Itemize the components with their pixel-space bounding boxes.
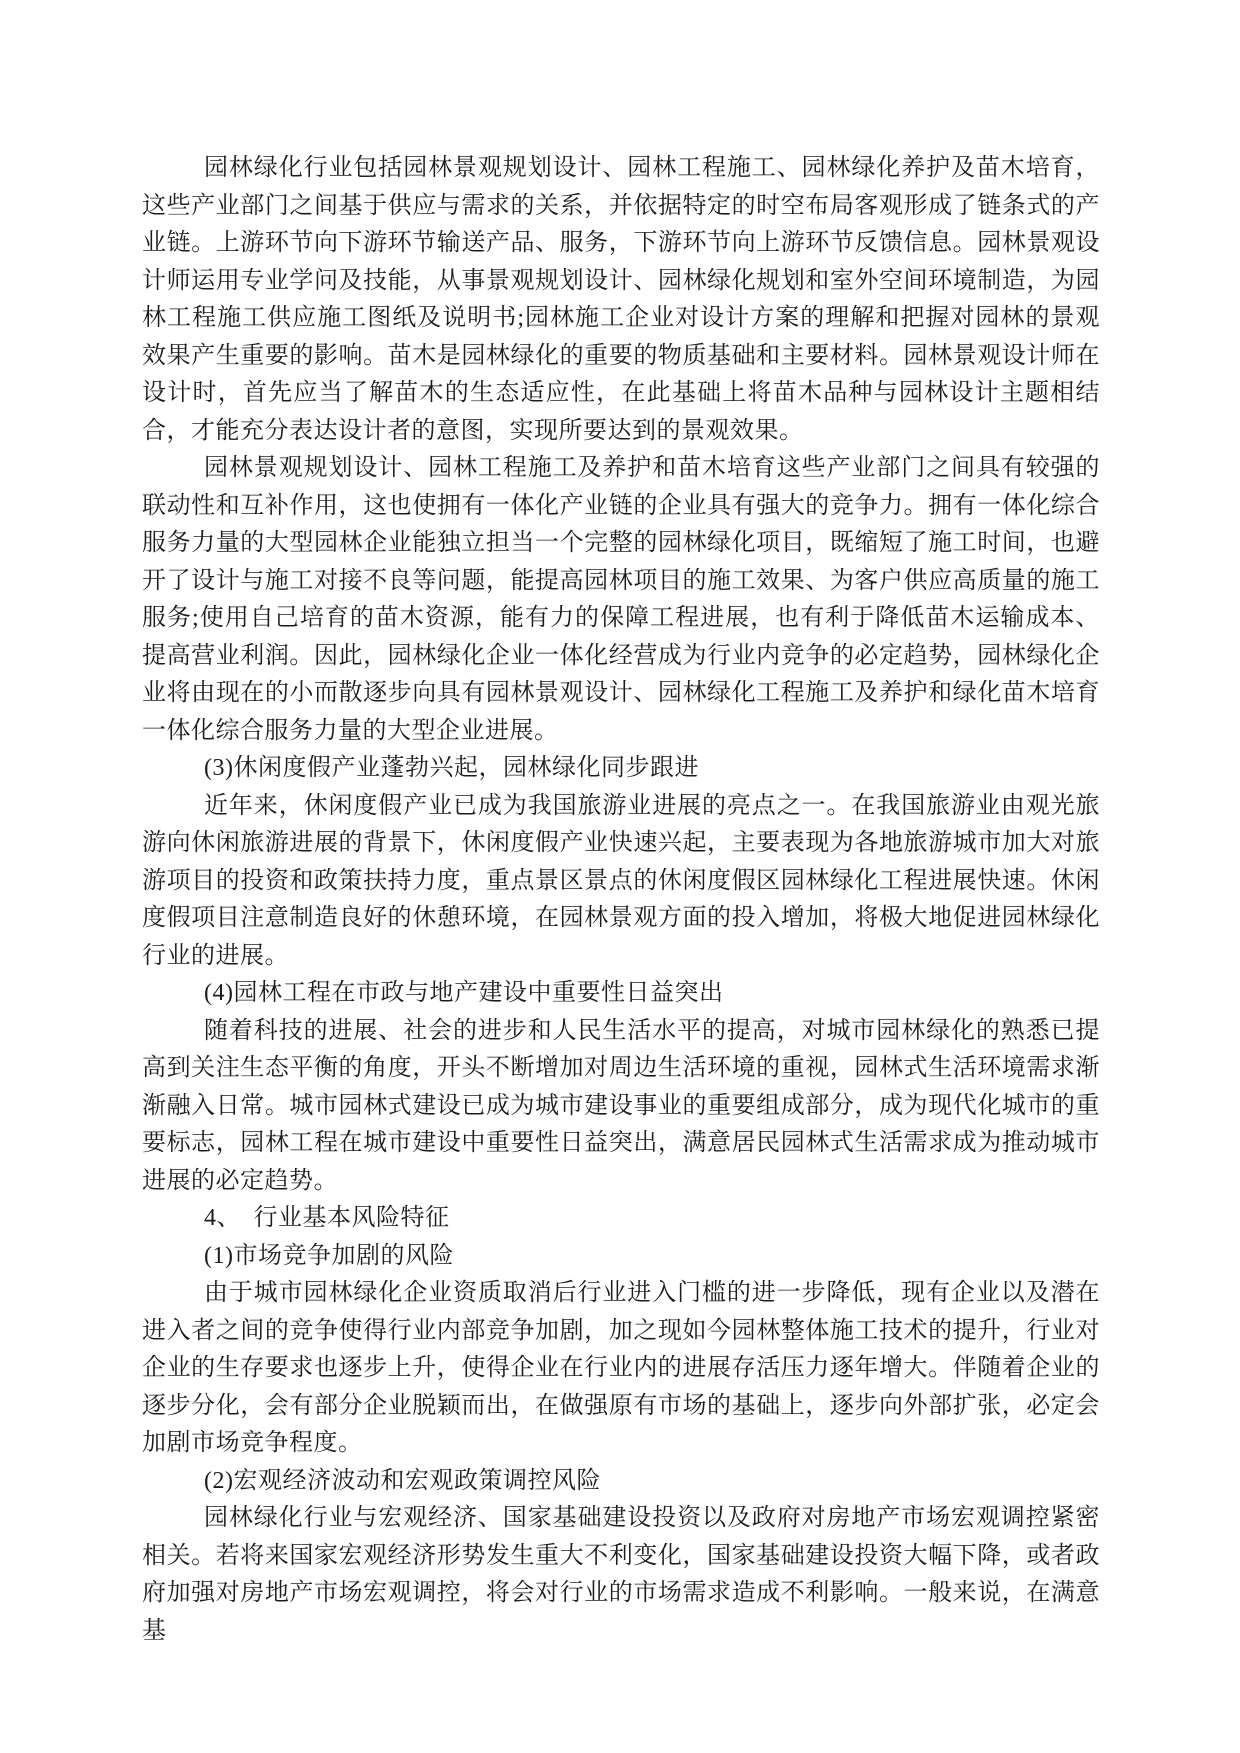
para-competition-risk: 由于城市园林绿化企业资质取消后行业进入门槛的进一步降低，现有企业以及潜在进入者之间的竞争使得行业内部竞争加剧，加之现如今园林整体施工技术的提升，行业对企业的生存要求也逐步上升，使得企业在行业内的进展存活压力逐年增大。伴随着企业的逐步分化，会有部分企业脱颖而出，在做强原有市场的基础上，逐步向外部扩张，必定会加剧市场竞争程度。 bbox=[142, 1280, 1100, 1456]
heading-competition-risk: (1)市场竞争加剧的风险 bbox=[204, 1242, 454, 1269]
heading-risk-features: 4、 行业基本风险特征 bbox=[204, 1205, 450, 1231]
para-industry-chain: 园林绿化行业包括园林景观规划设计、园林工程施工、园林绿化养护及苗木培育，这些产业部门之间基于供应与需求的关系，并依据特定的时空布局客观形成了链条式的产业链。上游环节向下游环节输送产品、服务，下游环节向上游环节反馈信息。园林景观设计师运用专业学问及技能，从事景观规划设计、园林绿化规划和室外空间环境制造，为园林工程施工供应施工图纸及说明书;园林施工企业对设计方案的理解和把握对园林的景观效果产生重要的影响。苗木是园林绿化的重要的物质基础和主要材料。园林景观设计师在设计时，首先应当了解苗木的生态适应性，在此基础上将苗木品种与园林设计主题相结合，才能充分表达设计者的意图，实现所要达到的景观效果。 bbox=[142, 155, 1100, 444]
para-macro-risk: 园林绿化行业与宏观经济、国家基础建设投资以及政府对房地产市场宏观调控紧密相关。若将来国家宏观经济形势发生重大不利变化，国家基础建设投资大幅下降，或者政府加强对房地产市场宏观调控，将会对行业的市场需求造成不利影响。一般来说，在满意基 bbox=[142, 1505, 1100, 1644]
heading-leisure-industry: (3)休闲度假产业蓬勃兴起，园林绿化同步跟进 bbox=[204, 755, 699, 781]
document-body bbox=[142, 150, 1100, 1650]
para-integration-trend: 园林景观规划设计、园林工程施工及养护和苗木培育这些产业部门之间具有较强的联动性和互补作用，这也使拥有一体化产业链的企业具有强大的竞争力。拥有一体化综合服务力量的大型园林企业能独立担当一个完整的园林绿化项目，既缩短了施工时间，也避开了设计与施工对接不良等问题，能提高园林项目的施工效果、为客户供应高质量的施工服务;使用自己培育的苗木资源，能有力的保障工程进展，也有利于降低苗木运输成本、提高营业利润。因此，园林绿化企业一体化经营成为行业内竞争的必定趋势，园林绿化企业将由现在的小而散逐步向具有园林景观设计、园林绿化工程施工及养护和绿化苗木培育一体化综合服务力量的大型企业进展。 bbox=[142, 455, 1100, 744]
heading-municipal-importance: (4)园林工程在市政与地产建设中重要性日益突出 bbox=[204, 980, 724, 1006]
para-municipal-importance: 随着科技的进展、社会的进步和人民生活水平的提高，对城市园林绿化的熟悉已提高到关注生态平衡的角度，开头不断增加对周边生活环境的重视，园林式生活环境需求渐渐融入日常。城市园林式建设已成为城市建设事业的重要组成部分，成为现代化城市的重要标志，园林工程在城市建设中重要性日益突出，满意居民园林式生活需求成为推动城市进展的必定趋势。 bbox=[142, 1017, 1100, 1194]
para-leisure-industry: 近年来，休闲度假产业已成为我国旅游业进展的亮点之一。在我国旅游业由观光旅游向休闲旅游进展的背景下，休闲度假产业快速兴起，主要表现为各地旅游城市加大对旅游项目的投资和政策扶持力度，重点景区景点的休闲度假区园林绿化工程进展快速。休闲度假项目注意制造良好的休憩环境，在园林景观方面的投入增加，将极大地促进园林绿化行业的进展。 bbox=[142, 792, 1100, 969]
heading-macro-risk: (2)宏观经济波动和宏观政策调控风险 bbox=[204, 1467, 601, 1494]
